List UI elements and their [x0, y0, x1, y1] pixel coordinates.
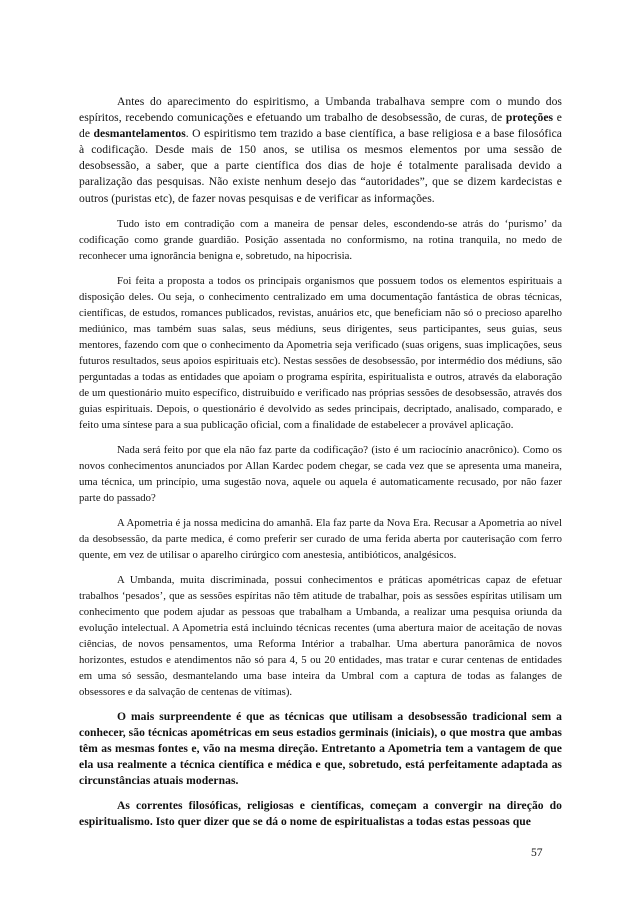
paragraph-2 [79, 216, 562, 264]
text-run: Antes do aparecimento do espiritismo, a Umbanda trabalhava sempre com o mundo dos espíritos, recebendo comunicações e efetuando um trabalho de desobsessão, de curas, de [79, 95, 562, 125]
text-run: . O espiritismo tem trazido a base científica, a base religiosa e a base filosófica à codificação. Desde mais de 150 anos, se utilisa os mesmos elementos por uma sessão de desobsessão, a saber, que a parte científica dos dias de hoje é totalmente paralisada devido a paralização das pesquisas. Não existe nenhum desejo das “autoridades”, que se dizem kardecistas e outros (puristas etc), de fazer novas pesquisas e de verificar as informações. [79, 127, 562, 205]
bold-term: proteções [505, 111, 554, 125]
text-run: e de [79, 111, 562, 141]
text-run: As correntes filosóficas, religiosas e científicas, começam a convergir na direção do espiritualismo. Isto quer dizer que se dá o nome de espiritualistas a todas estas pessoas que [79, 799, 562, 829]
text-run: Foi feita a proposta a todos os principais organismos que possuem todos os elementos espirituais a disposição deles. Ou seja, o conhecimento centralizado em uma documentação fantástica de obras técnicas, científicas, de estudos, romances publicados, revistas, anuários etc, que beneficiam não só o precioso aparelho mediúnico, mas também suas salas, seus médiuns, seus dirigentes, seus participantes, seus guias, seus mentores, fazendo com que o conhecimento da Apometria seja verificado (suas origens, suas implicações, seus futuros resultados, seus apoios espirituais etc). Nestas sessões de desobsessão, por intermédio dos médiuns, são perguntadas a todas as entidades que apoiam o programa espírita, espiritualista e outros, através da elaboração de um questionário muito específico, distruibuído e verificado nas próprias sessões de desobsessão, através dos guias espirituais. Depois, o questionário é devolvido as sedes principais, decriptado, analisado, comparado, e feito uma síntese para a sua publicação oficial, com a finalidade de estabelecer a provável aplicação. [79, 274, 562, 431]
paragraph-6 [79, 572, 562, 700]
paragraph-8 [79, 798, 562, 830]
bold-term: desmantelamentos [93, 127, 186, 141]
text-run: O mais surpreendente é que as técnicas que utilisam a desobsessão tradicional sem a conhecer, são técnicas apométricas em seus estadios germinais (iniciais), o que mostra que ambas têm as mesmas fontes e, vão na mesma direção. Entretanto a Apometria tem a vantagem de que ela usa realmente a técnica científica e médica e que, sobretudo, está perfeitamente adaptada as circunstâncias atuais modernas. [79, 709, 562, 788]
text-run: Nada será feito por que ela não faz parte da codificação? (isto é um raciocínio anacrônico). Como os novos conhecimentos anunciados por Allan Kardec podem chegar, se cada vez que se apresenta uma maneira, uma técnica, um princípio, uma sugestão nova, aquele ou aquela é automaticamente recusado, por não fazer parte do passado? [79, 443, 562, 504]
text-run: A Apometria é ja nossa medicina do amanhã. Ela faz parte da Nova Era. Recusar a Apometria ao nível da desobsessão, da parte medica, é como preferir ser curado de uma ferida aberta por cauterisação com ferro quente, em vez de utilisar o aparelho cirúrgico com anestesia, antibióticos, analgésicos. [79, 516, 562, 561]
page-number: 57 [531, 846, 543, 859]
text-run: Tudo isto em contradição com a maneira de pensar deles, escondendo-se atrás do ‘purismo’ da codificação como grande guardião. Posição assentada no conformismo, na rotina tranquila, no medo de reconhecer uma ignorância benigna e, sobretudo, na hipocrisia. [79, 217, 562, 262]
text-run: A Umbanda, muita discriminada, possui conhecimentos e práticas apométricas capaz de efetuar trabalhos ‘pesados’, que as sessões espíritas não têm atitude de trabalhar, pois as sessões espíritas utilisam um conhecimento que podem ajudar as pessoas que trabalham a Umbanda, a realizar uma pesquisa oriunda da evolução intelectual. A Apometria está incluindo técnicas recentes (uma abertura maior de aceitação de novas ciências, de novos pensamentos, uma Reforma Intérior a trabalhar. Uma abertura panorâmica de novos horizontes, estudos e atendimentos não só para 4, 5 ou 20 entidades, mas tratar e curar centenas de entidades em uma só sessão, desmantelando uma base inteira da Umbral com a captura de todas as falanges de obsessores e da salvação de centenas de vítimas). [79, 573, 562, 698]
paragraph-5 [79, 515, 562, 563]
paragraph-7 [79, 709, 562, 789]
paragraph-4 [79, 442, 562, 506]
paragraph-3 [79, 273, 562, 433]
body-text [79, 94, 562, 839]
paragraph-1 [79, 94, 562, 207]
